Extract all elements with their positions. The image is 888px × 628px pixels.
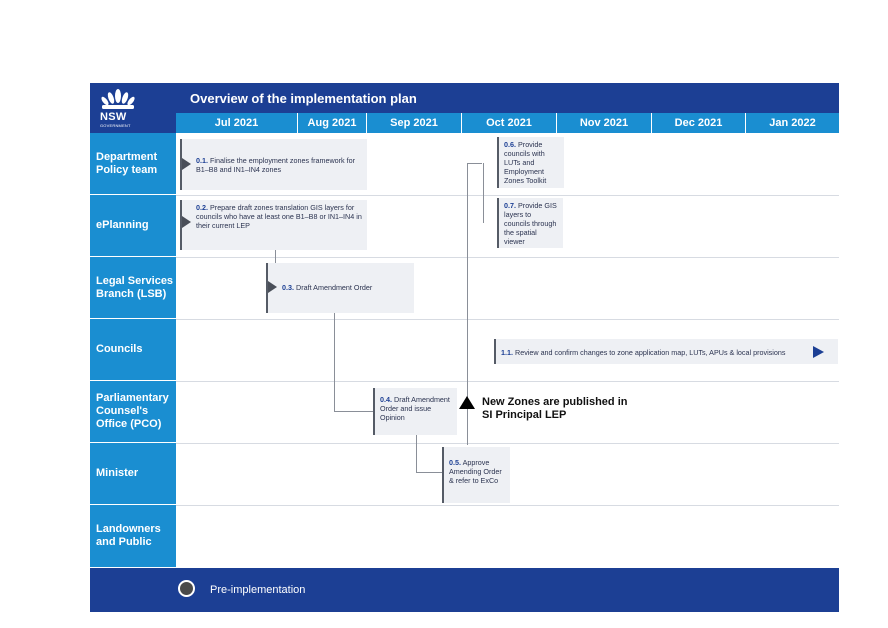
task-number: 0.4. [380,395,392,404]
waratah-icon [98,86,138,114]
task-text: Provide councils with LUTs and Employment Zones Toolkit [504,140,547,185]
lane-divider [176,381,839,382]
task-arrow-icon [268,281,277,293]
month-dec-2021: Dec 2021 [651,113,745,133]
task-text: Approve Amending Order & refer to ExCo [449,458,502,485]
lane-eplanning: ePlanning [90,195,176,257]
task-number: 0.1. [196,156,208,165]
task-0-7 [497,198,563,248]
task-0-6 [497,137,564,188]
milestone-label [482,396,627,422]
month-jul-2021: Jul 2021 [214,117,259,129]
connector-line [467,163,482,164]
task-text: Review and confirm changes to zone application map, LUTs, APUs & local provisions [515,348,786,357]
legend-label: Pre-implementation [210,584,306,596]
task-number: 1.1. [501,348,513,357]
task-0-5 [442,447,510,503]
circle-icon [178,580,195,597]
task-text: Provide GIS layers to councils through the spatial viewer [504,201,557,246]
diagram-title: Overview of the implementation plan [190,91,417,106]
task-number: 0.5. [449,458,461,467]
task-text: Finalise the employment zones framework for B1–B8 and IN1–IN4 zones [196,156,356,174]
milestone-triangle-icon [459,396,475,409]
task-number: 0.3. [282,283,294,292]
task-0-3 [266,263,414,313]
task-0-1 [180,139,367,190]
task-text: Draft Amendment Order and issue Opinion [380,395,450,422]
lane-department-policy-team: Department Policy team [90,133,176,195]
connector-line [275,248,276,263]
task-0-2 [180,200,367,250]
nsw-logo [90,83,176,133]
task-text: Prepare draft zones translation GIS layers for councils who have at least one B1–B8 or IN1–IN4 in their current LEP [196,203,362,230]
task-1-1 [494,339,838,364]
lane-landowners-and-public: Landowners and Public [90,505,176,568]
implementation-plan-diagram [90,83,839,612]
month-aug-2021: Aug 2021 [297,113,366,133]
lane-minister: Minister [90,443,176,505]
lane-divider [176,505,839,506]
task-arrow-icon [182,216,191,228]
legend-bar [90,568,839,612]
connector-line [416,435,417,472]
task-text: Draft Amendment Order [296,283,373,292]
lane-parliamentary-counsels-office: Parliamentary Counsel's Office (PCO) [90,381,176,443]
task-number: 0.2. [196,203,208,212]
lane-divider [176,319,839,320]
lane-divider [176,195,839,196]
milestone-line-2: SI Principal LEP [482,409,567,421]
logo-text: NSW [100,111,127,123]
month-sep-2021: Sep 2021 [366,113,461,133]
task-number: 0.6. [504,140,516,149]
connector-line [416,472,442,473]
lane-councils: Councils [90,319,176,381]
month-nov-2021: Nov 2021 [556,113,651,133]
lane-divider [176,443,839,444]
play-arrow-icon [813,346,824,358]
connector-line [483,163,484,223]
timeline-months [176,113,839,133]
title-bar [90,83,839,113]
connector-line [334,411,373,412]
task-0-4 [373,388,457,435]
milestone-line-1: New Zones are published in [482,396,628,408]
connector-line [334,313,335,411]
month-jan-2022: Jan 2022 [745,113,839,133]
lane-legal-services-branch: Legal Services Branch (LSB) [90,257,176,319]
logo-subtext: GOVERNMENT [100,123,131,128]
month-oct-2021: Oct 2021 [461,113,556,133]
task-number: 0.7. [504,201,516,210]
task-arrow-icon [182,158,191,170]
